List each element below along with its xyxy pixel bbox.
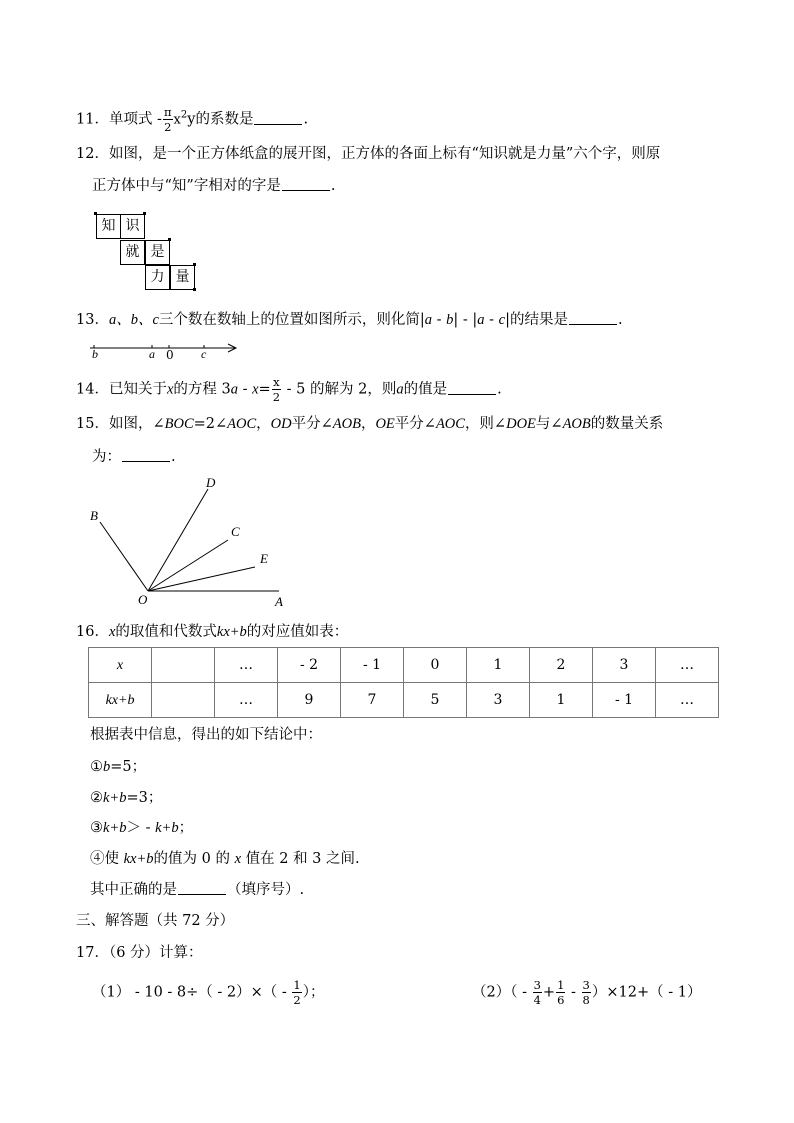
- q16-conclusion-end: （填序号）.: [227, 882, 305, 898]
- value-table: [88, 647, 719, 718]
- label-b: B: [90, 508, 98, 523]
- q17-part2: [472, 979, 701, 1006]
- q16-expr: kx+b: [216, 624, 247, 640]
- c4-x: x: [234, 851, 242, 867]
- q13-a2: a: [477, 312, 485, 328]
- q13-mid1: -: [432, 312, 447, 328]
- q17-p2-f2n: 1: [557, 978, 565, 992]
- q17-p2-a: （2）（ -: [472, 984, 532, 1001]
- c1-mark: ①: [90, 759, 103, 775]
- table-cell: x: [89, 648, 152, 683]
- q16-line: [76, 625, 348, 640]
- q11-var-x: x: [173, 112, 181, 128]
- c4-mark: ④: [90, 851, 105, 867]
- q11-line: [76, 106, 308, 133]
- q17-p1-fd: 2: [293, 993, 301, 1008]
- q15-number: 15．: [76, 416, 109, 432]
- ray-oc: [148, 540, 228, 591]
- q15-text8: 与∠: [535, 416, 563, 432]
- q11-var-y: y: [187, 111, 196, 128]
- c4-b: 的值为 0 的: [153, 851, 235, 867]
- q16-number: 16．: [76, 624, 109, 640]
- q11-suffix: 的系数是: [195, 111, 254, 128]
- c3-mid: ＞ -: [126, 820, 156, 836]
- q14-line: [76, 376, 502, 403]
- q16-conclusion-2: [90, 791, 162, 806]
- q17-p1-a: （1） - 10 - 8÷（ - 2）×（ -: [92, 984, 292, 1001]
- axis-label-zero: 0: [166, 348, 174, 362]
- axis-label-c: c: [201, 347, 207, 361]
- q16-conclusion-3: [90, 821, 193, 836]
- table-cell: kx+b: [89, 683, 152, 718]
- table-cell: [152, 683, 215, 718]
- q15-text1: 如图，∠: [108, 416, 165, 432]
- c1-var: b: [103, 759, 111, 775]
- table-cell: …: [656, 683, 719, 718]
- c2-mark: ②: [90, 790, 103, 806]
- q14-x: x: [166, 381, 174, 398]
- table-cell: 7: [341, 683, 404, 718]
- ray-od: [148, 489, 208, 591]
- q17-p2-f1d: 4: [533, 993, 541, 1008]
- q15-text2: =2∠: [193, 416, 228, 432]
- q15-text6: 平分∠: [394, 416, 436, 432]
- q17-text: （6 分）计算：: [108, 945, 203, 961]
- c3-mark: ③: [90, 820, 103, 836]
- c2-var: k+b: [103, 790, 127, 806]
- q14-end: .: [497, 381, 502, 398]
- q16-conclusion-text: 其中正确的是: [90, 882, 177, 898]
- q17-p2-f1n: 3: [533, 978, 541, 992]
- q11-number: 11．: [76, 111, 109, 128]
- q14-fraction: [272, 376, 281, 403]
- q17-p2-f3d: 8: [582, 993, 590, 1008]
- q15-aob: AOB: [332, 416, 361, 432]
- q15-text9: 的数量关系: [590, 416, 664, 432]
- q17-p1-b: ）；: [302, 984, 325, 1001]
- c4-var: kx+b: [123, 851, 154, 867]
- c1-rest: =5；: [110, 759, 147, 775]
- q15-doe: DOE: [506, 416, 536, 432]
- q16-text2: 的对应值如表：: [246, 624, 349, 640]
- table-cell: 3: [467, 683, 530, 718]
- q13-c2: c: [498, 312, 506, 328]
- q15-end: .: [171, 449, 176, 465]
- table-cell: 9: [278, 683, 341, 718]
- q14-number: 14．: [76, 381, 109, 398]
- q13-mid2: | - |: [453, 312, 478, 328]
- q17-number: 17．: [76, 945, 109, 961]
- q16-answer-blank[interactable]: [178, 893, 226, 895]
- q12-line1: [76, 147, 660, 162]
- section-3-heading: 三、解答题（共 72 分）: [76, 913, 235, 929]
- q13-text2: |的结果是: [505, 312, 568, 328]
- q17-p2-frac3: [582, 979, 591, 1006]
- table-cell: 1: [530, 683, 593, 718]
- q14-eq: =: [258, 381, 271, 398]
- q14-text4: 的值是: [403, 381, 448, 398]
- c3-var: k+b: [103, 820, 127, 836]
- net-face-jiu: 就: [120, 240, 145, 265]
- q11-fraction: [163, 106, 173, 133]
- table-cell: …: [215, 683, 278, 718]
- table-cell: 2: [530, 648, 593, 683]
- q12-end: .: [330, 178, 336, 194]
- q16-answer-line: [90, 883, 304, 898]
- q17-p2-f2d: 6: [557, 993, 565, 1008]
- q14-text2: 的方程 3: [173, 381, 231, 398]
- net-face-shi2: 是: [145, 240, 170, 265]
- q13-number: 13．: [76, 312, 109, 328]
- q13-end: .: [618, 312, 623, 328]
- q12-answer-blank[interactable]: [282, 189, 330, 191]
- net-face-zhi: 知: [96, 214, 121, 239]
- net-corner-dot: [94, 212, 97, 215]
- angle-diagram: [80, 470, 300, 610]
- label-e: E: [260, 551, 268, 566]
- c4-a: 使: [104, 851, 124, 867]
- label-a: A: [275, 594, 283, 609]
- q14-answer-blank[interactable]: [448, 393, 496, 395]
- q14-text1: 已知关于: [108, 381, 167, 398]
- q17-p2-f3n: 3: [582, 978, 590, 992]
- table-cell: 1: [467, 648, 530, 683]
- q15-aoc: AOC: [227, 416, 257, 432]
- table-row-kxb: [89, 683, 719, 718]
- q15-text3: ，: [256, 416, 271, 432]
- q13-a1: a: [424, 312, 433, 328]
- q17-p2-frac2: [556, 979, 565, 1006]
- table-cell: 0: [404, 648, 467, 683]
- q11-prefix: 单项式 -: [108, 111, 162, 128]
- q16-text1: 的取值和代数式: [115, 624, 217, 640]
- q15-text5: ，: [360, 416, 376, 432]
- label-o: O: [138, 592, 148, 607]
- q15-aoc2: AOC: [435, 416, 465, 432]
- q11-answer-blank[interactable]: [254, 123, 302, 125]
- q12-number: 12．: [76, 146, 109, 162]
- q14-a2: a: [396, 381, 404, 398]
- table-cell: - 1: [593, 683, 656, 718]
- q14-text3: - 5 的解为 2，则: [282, 381, 397, 398]
- q13-text: 三个数在数轴上的位置如图所示，则化简|: [158, 312, 425, 328]
- net-corner-dot: [193, 263, 196, 266]
- table-cell: 3: [593, 648, 656, 683]
- q14-frac-num: x: [273, 375, 280, 389]
- q15-line2-text: 为：: [92, 449, 121, 465]
- q11-frac-den: 2: [164, 120, 172, 135]
- net-corner-dot: [168, 238, 171, 241]
- q17-p2-frac1: [533, 979, 542, 1006]
- label-c: C: [231, 524, 240, 539]
- q11-sup: 2: [180, 109, 188, 121]
- q15-text4: 平分∠: [291, 416, 333, 432]
- label-d: D: [206, 475, 216, 490]
- table-cell: - 2: [278, 648, 341, 683]
- c4-c: 值在 2 和 3 之间.: [241, 851, 360, 867]
- q12-line2: [92, 179, 335, 194]
- net-corner-dot: [143, 212, 146, 215]
- q16-x: x: [108, 624, 116, 640]
- q13-b1: b: [446, 312, 454, 328]
- table-cell: - 1: [341, 648, 404, 683]
- table-row-x: [89, 648, 719, 683]
- ray-oe: [148, 567, 255, 591]
- q15-oe: OE: [375, 416, 395, 432]
- net-face-liang: 量: [170, 265, 195, 290]
- q17-p2-b: ）×12+（ - 1）: [591, 984, 702, 1001]
- c2-rest: =3；: [126, 790, 163, 806]
- table-cell: [152, 648, 215, 683]
- q14-frac-den: 2: [272, 390, 281, 405]
- table-cell: …: [215, 648, 278, 683]
- q15-line1: [76, 417, 663, 432]
- net-corner-dot: [193, 288, 196, 291]
- q16-conclusion-4: [90, 852, 360, 867]
- q17-p2-minus: -: [566, 984, 581, 1001]
- q14-x2: x: [252, 381, 259, 398]
- q16-intro: 根据表中信息，得出的如下结论中：: [90, 727, 322, 743]
- table-cell: 5: [404, 683, 467, 718]
- c3-rest: ；: [178, 820, 194, 836]
- axis-label-a: a: [149, 347, 155, 361]
- q15-answer-blank[interactable]: [122, 460, 170, 462]
- q15-line2: [92, 450, 176, 465]
- q11-end: .: [303, 111, 309, 128]
- q17-part1: [92, 979, 324, 1006]
- q15-aob2: AOB: [562, 416, 591, 432]
- table-cell: …: [656, 648, 719, 683]
- q15-text7: ，则∠: [464, 416, 507, 432]
- net-face-shi: 识: [120, 214, 145, 239]
- q13-mid3: -: [484, 312, 499, 328]
- q12-text2: 正方体中与“知”字相对的字是: [92, 178, 281, 194]
- q14-minus: -: [237, 381, 253, 398]
- q12-text1: 如图，是一个正方体纸盒的展开图，正方体的各面上标有“知识就是力量”六个字，则原: [108, 146, 661, 162]
- q13-line: [76, 313, 623, 328]
- c3-var2: k+b: [155, 820, 179, 836]
- q13-vars: a、b、c: [108, 312, 159, 328]
- q17-p1-fraction: [292, 979, 301, 1006]
- q15-boc: BOC: [164, 416, 194, 432]
- q11-frac-num: π: [163, 105, 172, 119]
- q17-p2-plus: +: [542, 984, 556, 1001]
- q17-p1-fn: 1: [293, 978, 301, 992]
- net-face-li: 力: [145, 265, 170, 290]
- q14-a: a: [230, 381, 238, 398]
- q17-line: [76, 946, 203, 961]
- q13-answer-blank[interactable]: [569, 323, 617, 325]
- ray-ob: [100, 522, 148, 591]
- axis-label-b: b: [92, 347, 98, 361]
- q16-conclusion-1: [90, 760, 146, 775]
- q15-od: OD: [270, 416, 292, 432]
